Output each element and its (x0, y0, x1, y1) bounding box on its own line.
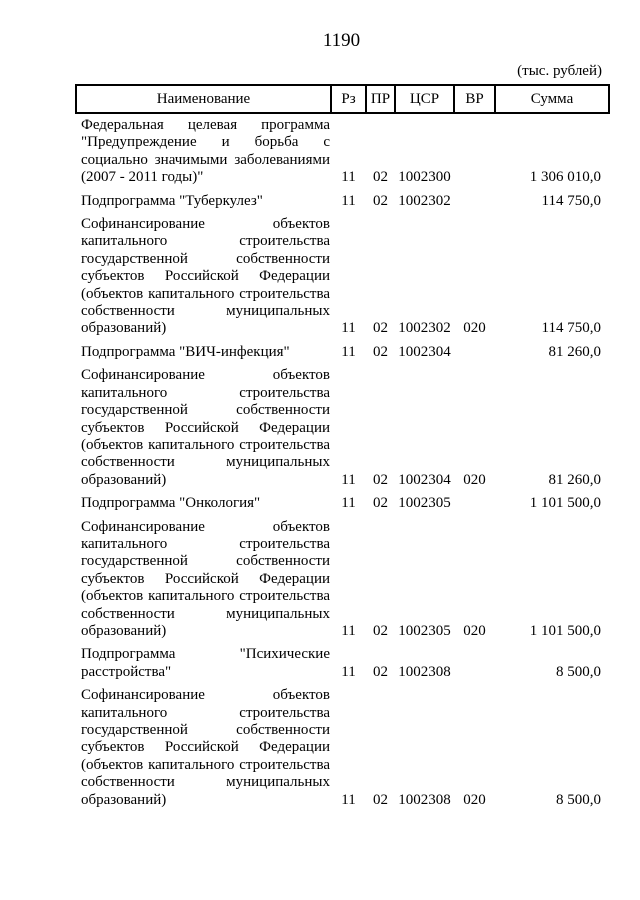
cell-name: Федеральная целевая программа "Предупреждение и борьба с социально значимыми заболеваниями (2007 - 2011 годы)" (81, 117, 330, 186)
table-row (76, 514, 609, 642)
cell-name: Софинансирование объектов капитального строительства государственной собственности субъектов Российской Федерации (объектов капитального строительства собственности муниципальных образований) (81, 687, 330, 808)
table-row (76, 682, 609, 810)
cell-name: Софинансирование объектов капитального строительства государственной собственности субъектов Российской Федерации (объектов капитального строительства собственности муниципальных образований) (81, 518, 330, 639)
cell-csr: 1002308 (398, 663, 451, 680)
budget-table (75, 84, 610, 810)
cell-vr: 020 (463, 622, 486, 639)
cell-pr: 02 (373, 320, 388, 337)
cell-amount: 1 101 500,0 (529, 622, 601, 639)
table-row (76, 211, 609, 339)
cell-rz: 11 (341, 791, 356, 808)
cell-name: Подпрограмма "Туберкулез" (81, 192, 263, 209)
document-page (75, 0, 608, 810)
cell-vr: 020 (463, 471, 486, 488)
cell-vr: 020 (463, 791, 486, 808)
table-body (76, 113, 609, 810)
cell-rz: 11 (341, 495, 356, 512)
cell-rz: 11 (341, 622, 356, 639)
cell-name: Подпрограмма "Психические расстройства" (81, 646, 330, 680)
table-row (76, 641, 609, 682)
table-row (76, 339, 609, 362)
cell-amount: 114 750,0 (541, 192, 601, 209)
table-row (76, 188, 609, 211)
cell-rz: 11 (341, 320, 356, 337)
cell-vr (454, 490, 495, 513)
cell-pr: 02 (373, 343, 388, 360)
cell-csr: 1002304 (398, 343, 451, 360)
col-header-rz: Рз (331, 85, 366, 113)
page-number: 1190 (322, 30, 361, 51)
cell-name: Подпрограмма "Онкология" (81, 495, 261, 512)
cell-csr: 1002304 (398, 471, 451, 488)
cell-csr: 1002300 (398, 169, 451, 186)
table-row (76, 490, 609, 513)
cell-name: Софинансирование объектов капитального строительства государственной собственности субъектов Российской Федерации (объектов капитального строительства собственности муниципальных образований) (81, 367, 330, 488)
cell-pr: 02 (373, 622, 388, 639)
cell-rz: 11 (341, 663, 356, 680)
col-header-pr: ПР (366, 85, 395, 113)
cell-amount: 8 500,0 (556, 791, 601, 808)
cell-csr: 1002305 (398, 495, 451, 512)
table-header-row (76, 85, 609, 113)
col-header-sum: Сумма (495, 85, 609, 113)
cell-vr: 020 (463, 320, 486, 337)
cell-rz: 11 (341, 169, 356, 186)
cell-csr: 1002302 (398, 320, 451, 337)
cell-vr (454, 113, 495, 188)
cell-amount: 81 260,0 (548, 471, 601, 488)
col-header-name: Наименование (76, 85, 331, 113)
cell-amount: 1 306 010,0 (529, 169, 601, 186)
cell-rz: 11 (341, 343, 356, 360)
cell-pr: 02 (373, 471, 388, 488)
table-row (76, 362, 609, 490)
cell-pr: 02 (373, 169, 388, 186)
cell-pr: 02 (373, 495, 388, 512)
cell-csr: 1002308 (398, 791, 451, 808)
cell-rz: 11 (341, 192, 356, 209)
cell-amount: 81 260,0 (548, 343, 601, 360)
cell-csr: 1002305 (398, 622, 451, 639)
cell-vr (454, 641, 495, 682)
col-header-vr: ВР (454, 85, 495, 113)
cell-amount: 1 101 500,0 (529, 495, 601, 512)
cell-pr: 02 (373, 192, 388, 209)
cell-rz: 11 (341, 471, 356, 488)
cell-amount: 8 500,0 (556, 663, 601, 680)
cell-name: Подпрограмма "ВИЧ-инфекция" (81, 343, 290, 360)
cell-pr: 02 (373, 791, 388, 808)
cell-pr: 02 (373, 663, 388, 680)
cell-csr: 1002302 (398, 192, 451, 209)
cell-vr (454, 188, 495, 211)
col-header-csr: ЦСР (395, 85, 454, 113)
table-row (76, 113, 609, 188)
cell-name: Софинансирование объектов капитального строительства государственной собственности субъектов Российской Федерации (объектов капитального строительства собственности муниципальных образований) (81, 216, 330, 337)
cell-amount: 114 750,0 (541, 320, 601, 337)
cell-vr (454, 339, 495, 362)
units-note: (тыс. рублей) (517, 63, 602, 79)
